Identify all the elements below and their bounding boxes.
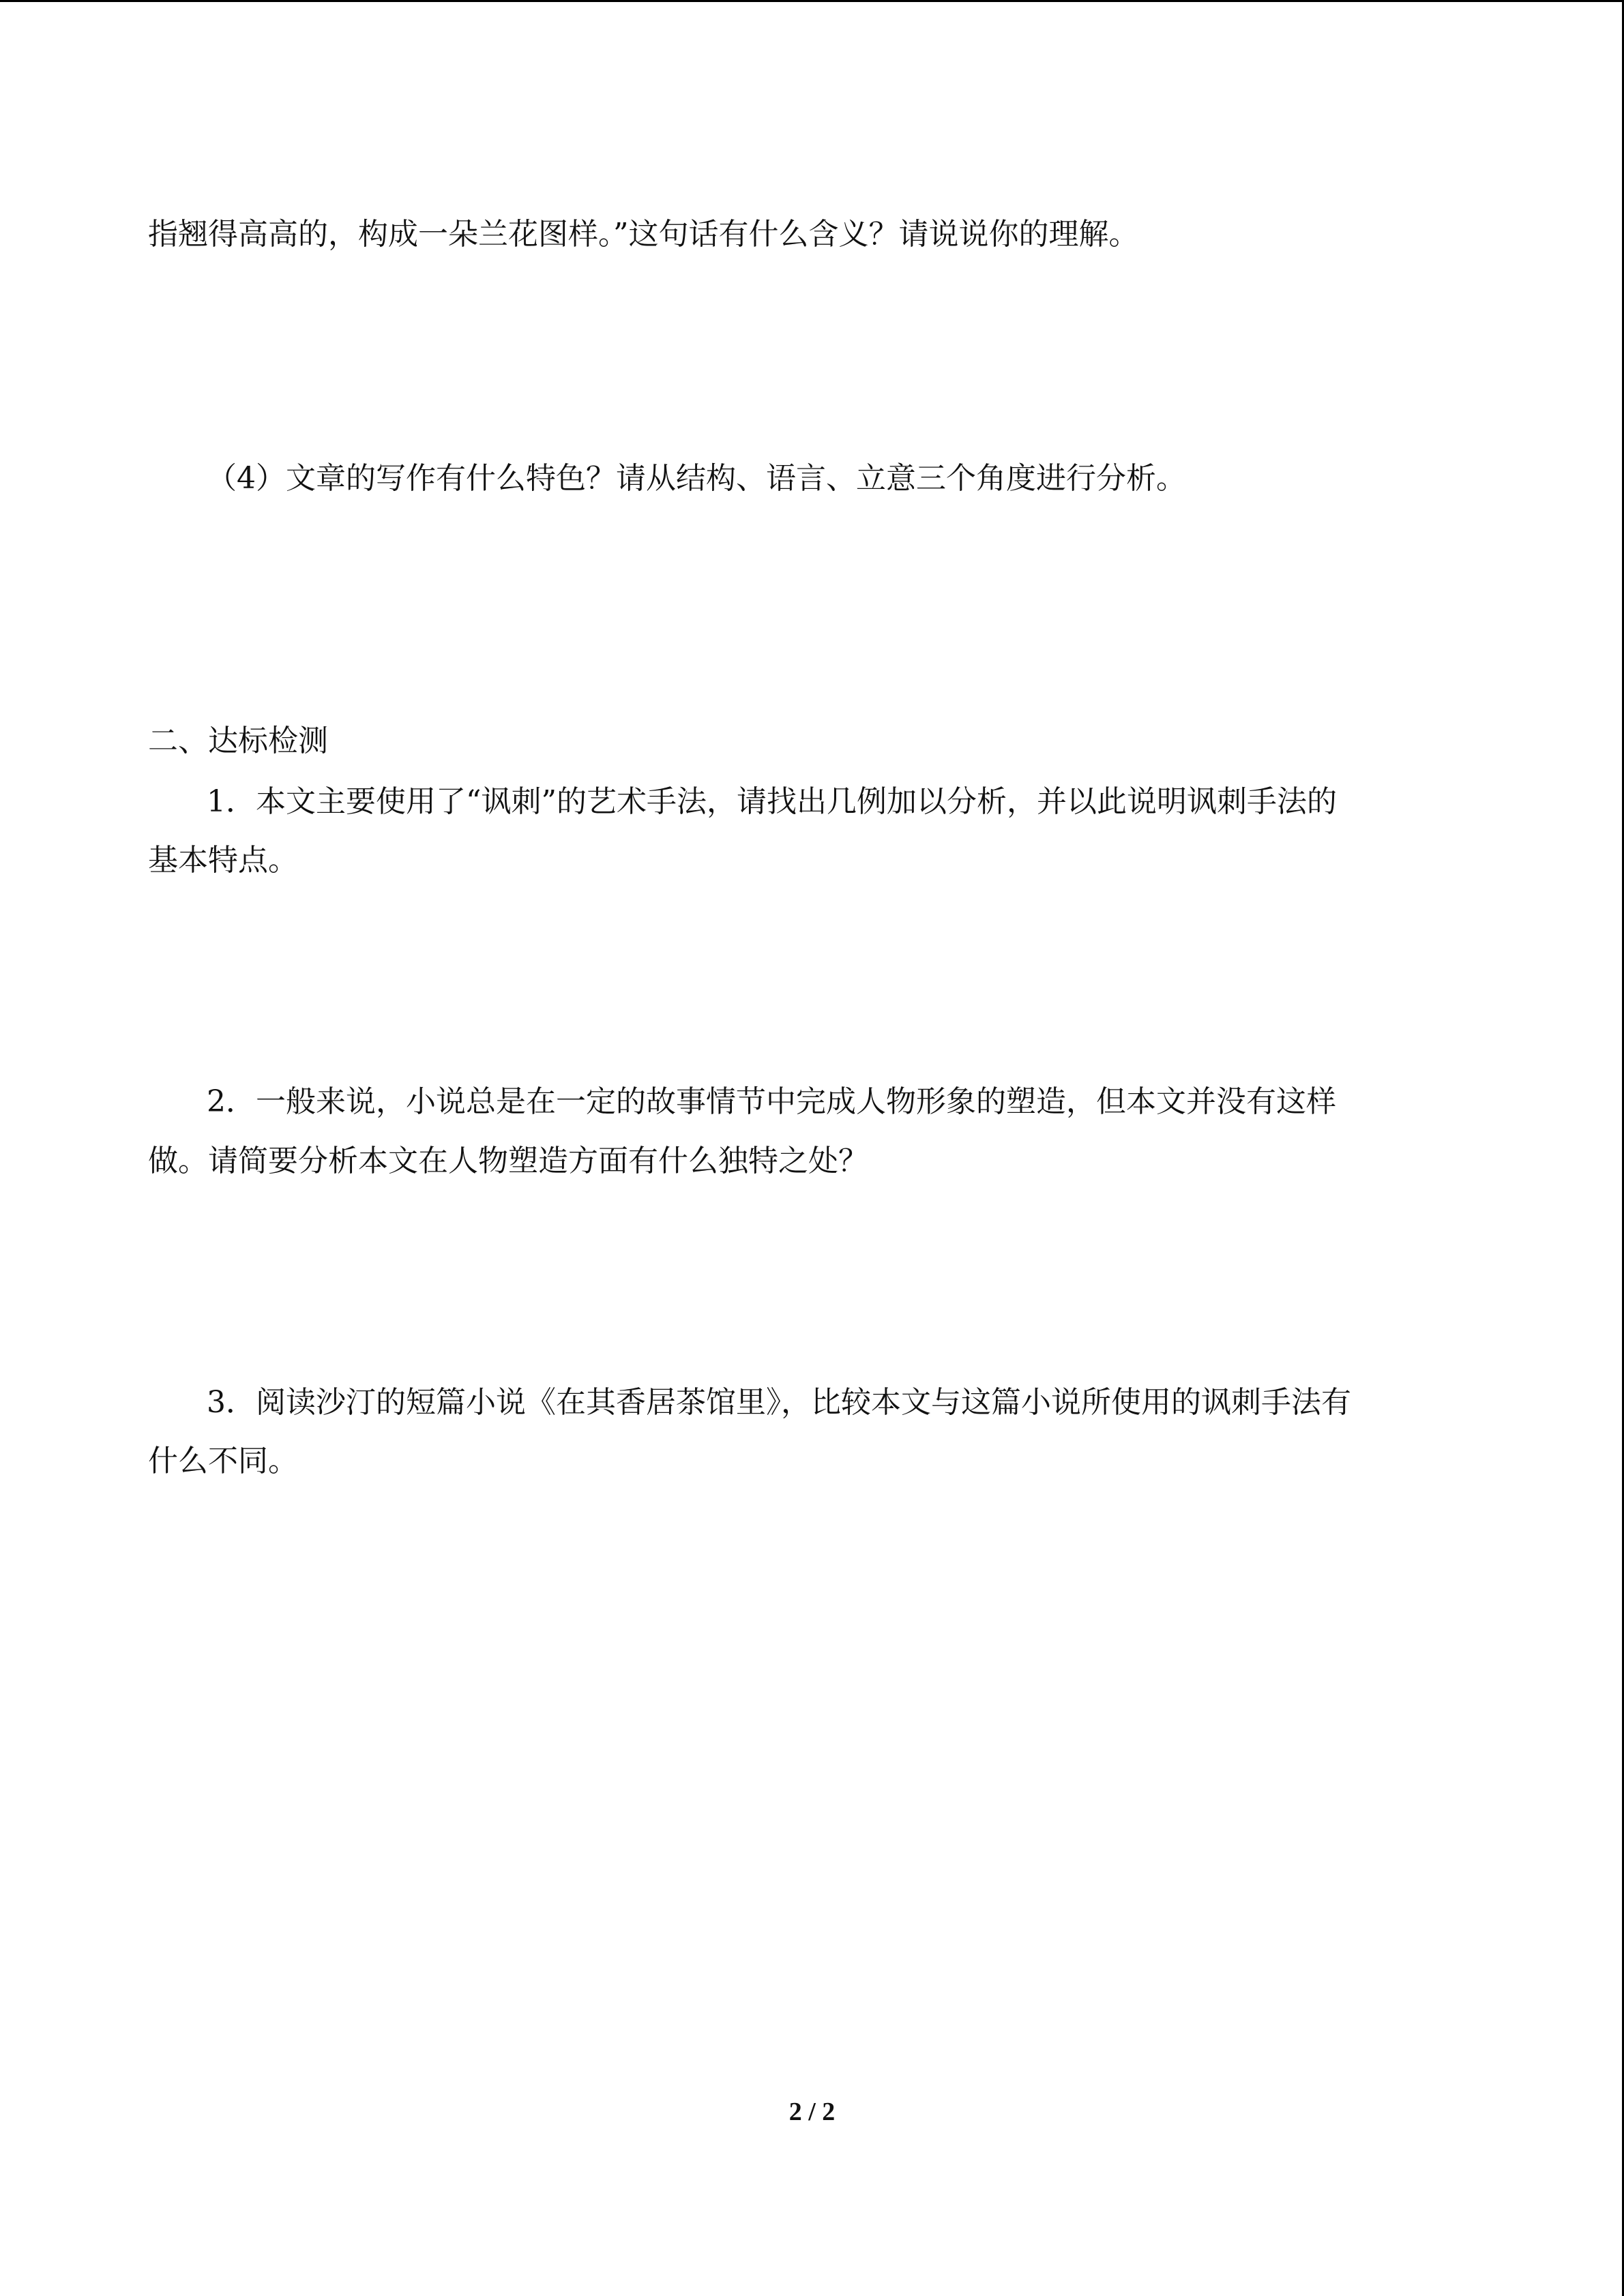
question-3-continuation: 指翘得高高的，构成一朵兰花图样。”这句话有什么含义？请说说你的理解。 — [148, 217, 1139, 252]
section-heading: 二、达标检测 — [148, 724, 328, 758]
exercise-3-line-1: 3．阅读沙汀的短篇小说《在其香居茶馆里》，比较本文与这篇小说所使用的讽刺手法有 — [207, 1385, 1351, 1420]
exercise-1-line-1: 1．本文主要使用了“讽刺”的艺术手法，请找出几例加以分析，并以此说明讽刺手法的 — [207, 784, 1337, 819]
exercise-2-line-1: 2．一般来说，小说总是在一定的故事情节中完成人物形象的塑造，但本文并没有这样 — [207, 1084, 1336, 1119]
exercise-2-line-2: 做。请简要分析本文在人物塑造方面有什么独特之处？ — [148, 1144, 868, 1178]
exercise-1-line-2: 基本特点。 — [148, 843, 298, 878]
page-number: 2 / 2 — [788, 2098, 836, 2126]
question-4: （4）文章的写作有什么特色？请从结构、语言、立意三个角度进行分析。 — [207, 461, 1186, 496]
exercise-3-line-2: 什么不同。 — [148, 1444, 298, 1478]
top-border — [0, 0, 1624, 2]
